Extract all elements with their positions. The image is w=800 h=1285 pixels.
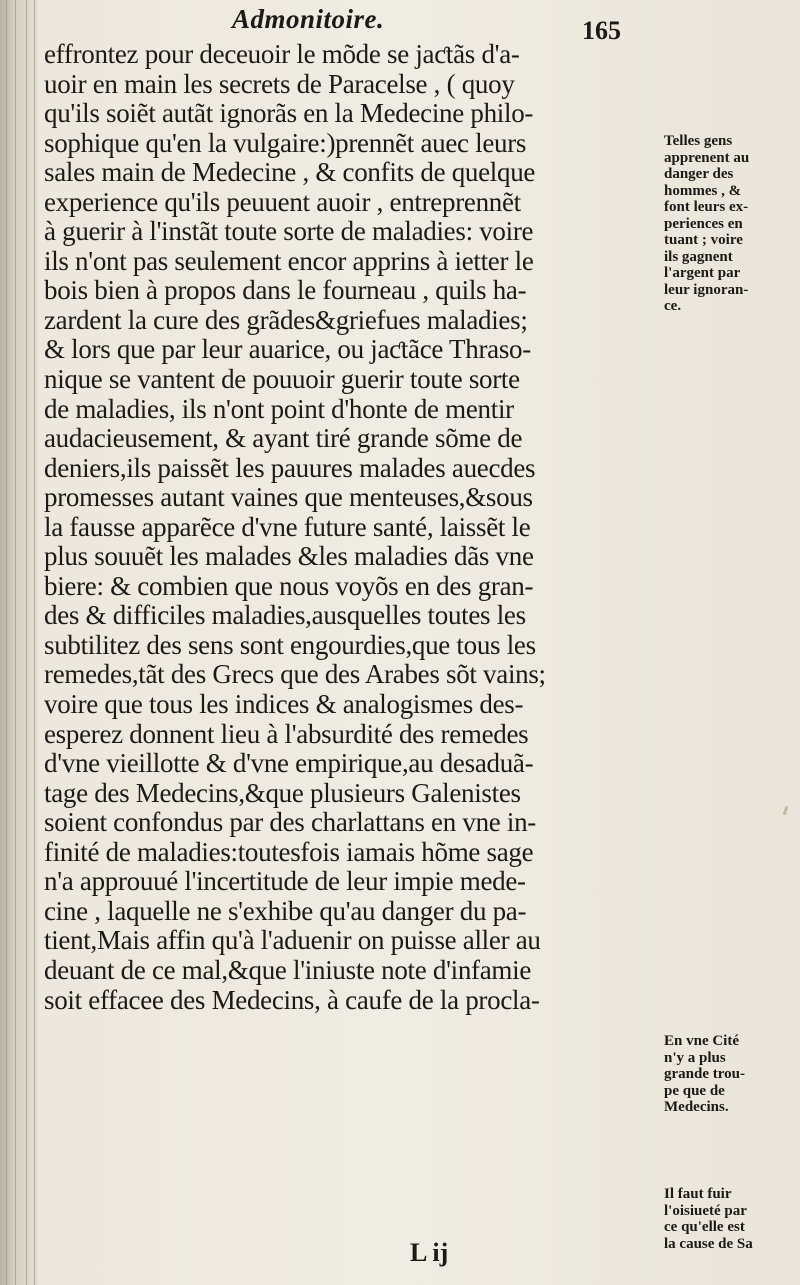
text-line: n'a approuué l'incertitude de leur impie mede- xyxy=(44,866,526,897)
margin-note-line: l'oisiueté par xyxy=(664,1202,747,1219)
margin-note-2 xyxy=(664,1033,796,1116)
margin-note-line: En vne Cité xyxy=(664,1033,739,1049)
text-line: soient confondus par des charlattans en vne in- xyxy=(44,807,536,838)
text-line: deniers,ils paissẽt les pauures malades auecdes xyxy=(44,452,536,483)
running-head xyxy=(0,2,800,45)
margin-note-line: leur ignoran- xyxy=(664,281,749,298)
text-line: ils n'ont pas seulement encor apprins à ietter le xyxy=(44,245,534,276)
margin-note-line: l'argent par xyxy=(664,265,741,281)
text-line: remedes,tãt des Grecs que des Arabes sõt vains; xyxy=(44,659,546,690)
text-line: de maladies, ils n'ont point d'honte de mentir xyxy=(44,393,514,424)
margin-note-line: periences en xyxy=(664,215,743,232)
text-line: biere: & combien que nous voyõs en des gran- xyxy=(44,570,534,601)
running-title: Admonitoire. xyxy=(232,4,385,34)
text-line: deuant de ce mal,&que l'iniuste note d'infamie xyxy=(44,954,532,985)
text-line: voire que tous les indices & analogismes des- xyxy=(44,689,524,720)
text-line: plus souuẽt les malades &les maladies dãs vne xyxy=(44,541,534,572)
text-line: zardent la cure des grãdes&griefues maladies; xyxy=(44,304,528,335)
signature-mark: L ij xyxy=(410,1238,449,1267)
text-line: soit effacee des Medecins, à caufe de la procla- xyxy=(44,984,540,1015)
text-line: d'vne vieillotte & d'vne empirique,au desaduã- xyxy=(44,748,534,779)
margin-note-3 xyxy=(664,1186,796,1252)
margin-note-line: Il faut fuir xyxy=(664,1186,732,1202)
page-number: 165 xyxy=(582,16,621,45)
margin-note-line: apprenent au xyxy=(664,149,750,166)
margin-note-line: n'y a plus xyxy=(664,1049,726,1066)
text-line: la fausse apparẽce d'vne future santé, laissẽt le xyxy=(44,511,531,542)
margin-note-line: danger des xyxy=(664,166,734,182)
margin-note-line: Medecins. xyxy=(664,1099,729,1115)
margin-note-line: tuant ; voire xyxy=(664,232,743,248)
binding-gutter xyxy=(0,0,38,1285)
text-line: experience qu'ils peuuent auoir , entreprennẽt xyxy=(44,186,521,217)
text-line: sophique qu'en la vulgaire:)prennẽt auec leurs xyxy=(44,127,527,158)
text-line: uoir en main les secrets de Paracelse , ( quoy xyxy=(44,68,515,99)
gutter-edge-line xyxy=(34,0,35,1285)
text-line: finité de maladies:toutesfois iamais hõme sage xyxy=(44,836,534,867)
text-line: sales main de Medecine , & confits de quelque xyxy=(44,157,536,188)
margin-note-line: Telles gens xyxy=(664,133,733,149)
margin-note-line: ils gagnent xyxy=(664,248,733,265)
text-line: des & difficiles maladies,ausquelles toutes les xyxy=(44,600,526,631)
text-line: audacieusement, & ayant tiré grande sõme de xyxy=(44,423,523,454)
margin-note-1 xyxy=(664,133,796,315)
margin-note-line: pe que de xyxy=(664,1082,725,1099)
text-line: qu'ils soiẽt autãt ignorãs en la Medecine philo- xyxy=(44,98,534,129)
paper-speck xyxy=(783,806,789,815)
text-line: cine , laquelle ne s'exhibe qu'au danger du pa- xyxy=(44,895,527,926)
text-line: à guerir à l'instãt toute sorte de maladies: voire xyxy=(44,216,534,247)
text-line: promesses autant vaines que menteuses,&sous xyxy=(44,482,533,513)
margin-note-line: font leurs ex- xyxy=(664,199,749,215)
main-text-block xyxy=(44,40,644,1015)
text-line: nique se vantent de pouuoir guerir toute sorte xyxy=(44,364,520,395)
gutter-edge-line xyxy=(15,0,16,1285)
text-line: subtilitez des sens sont engourdies,que tous les xyxy=(44,629,536,660)
gutter-edge-line xyxy=(6,0,7,1285)
margin-note-line: grande trou- xyxy=(664,1066,745,1082)
margin-note-line: la cause de Sa xyxy=(664,1235,753,1252)
margin-note-line: hommes , & xyxy=(664,182,742,199)
gutter-edge-line xyxy=(26,0,27,1285)
text-line: esperez donnent lieu à l'absurdité des remedes xyxy=(44,718,529,749)
text-line: tage des Medecins,&que plusieurs Galenistes xyxy=(44,777,521,808)
margin-note-line: ce. xyxy=(664,298,682,314)
text-line: effrontez pour deceuoir le mõde se jaƈtãs d'a- xyxy=(44,39,520,69)
text-line: tient,Mais affin qu'à l'aduenir on puisse aller au xyxy=(44,925,541,956)
text-line: & lors que par leur auarice, ou jaƈtãce Thraso- xyxy=(44,334,531,365)
text-line: bois bien à propos dans le fourneau , quils ha- xyxy=(44,275,527,306)
margin-note-line: ce qu'elle est xyxy=(664,1219,745,1235)
